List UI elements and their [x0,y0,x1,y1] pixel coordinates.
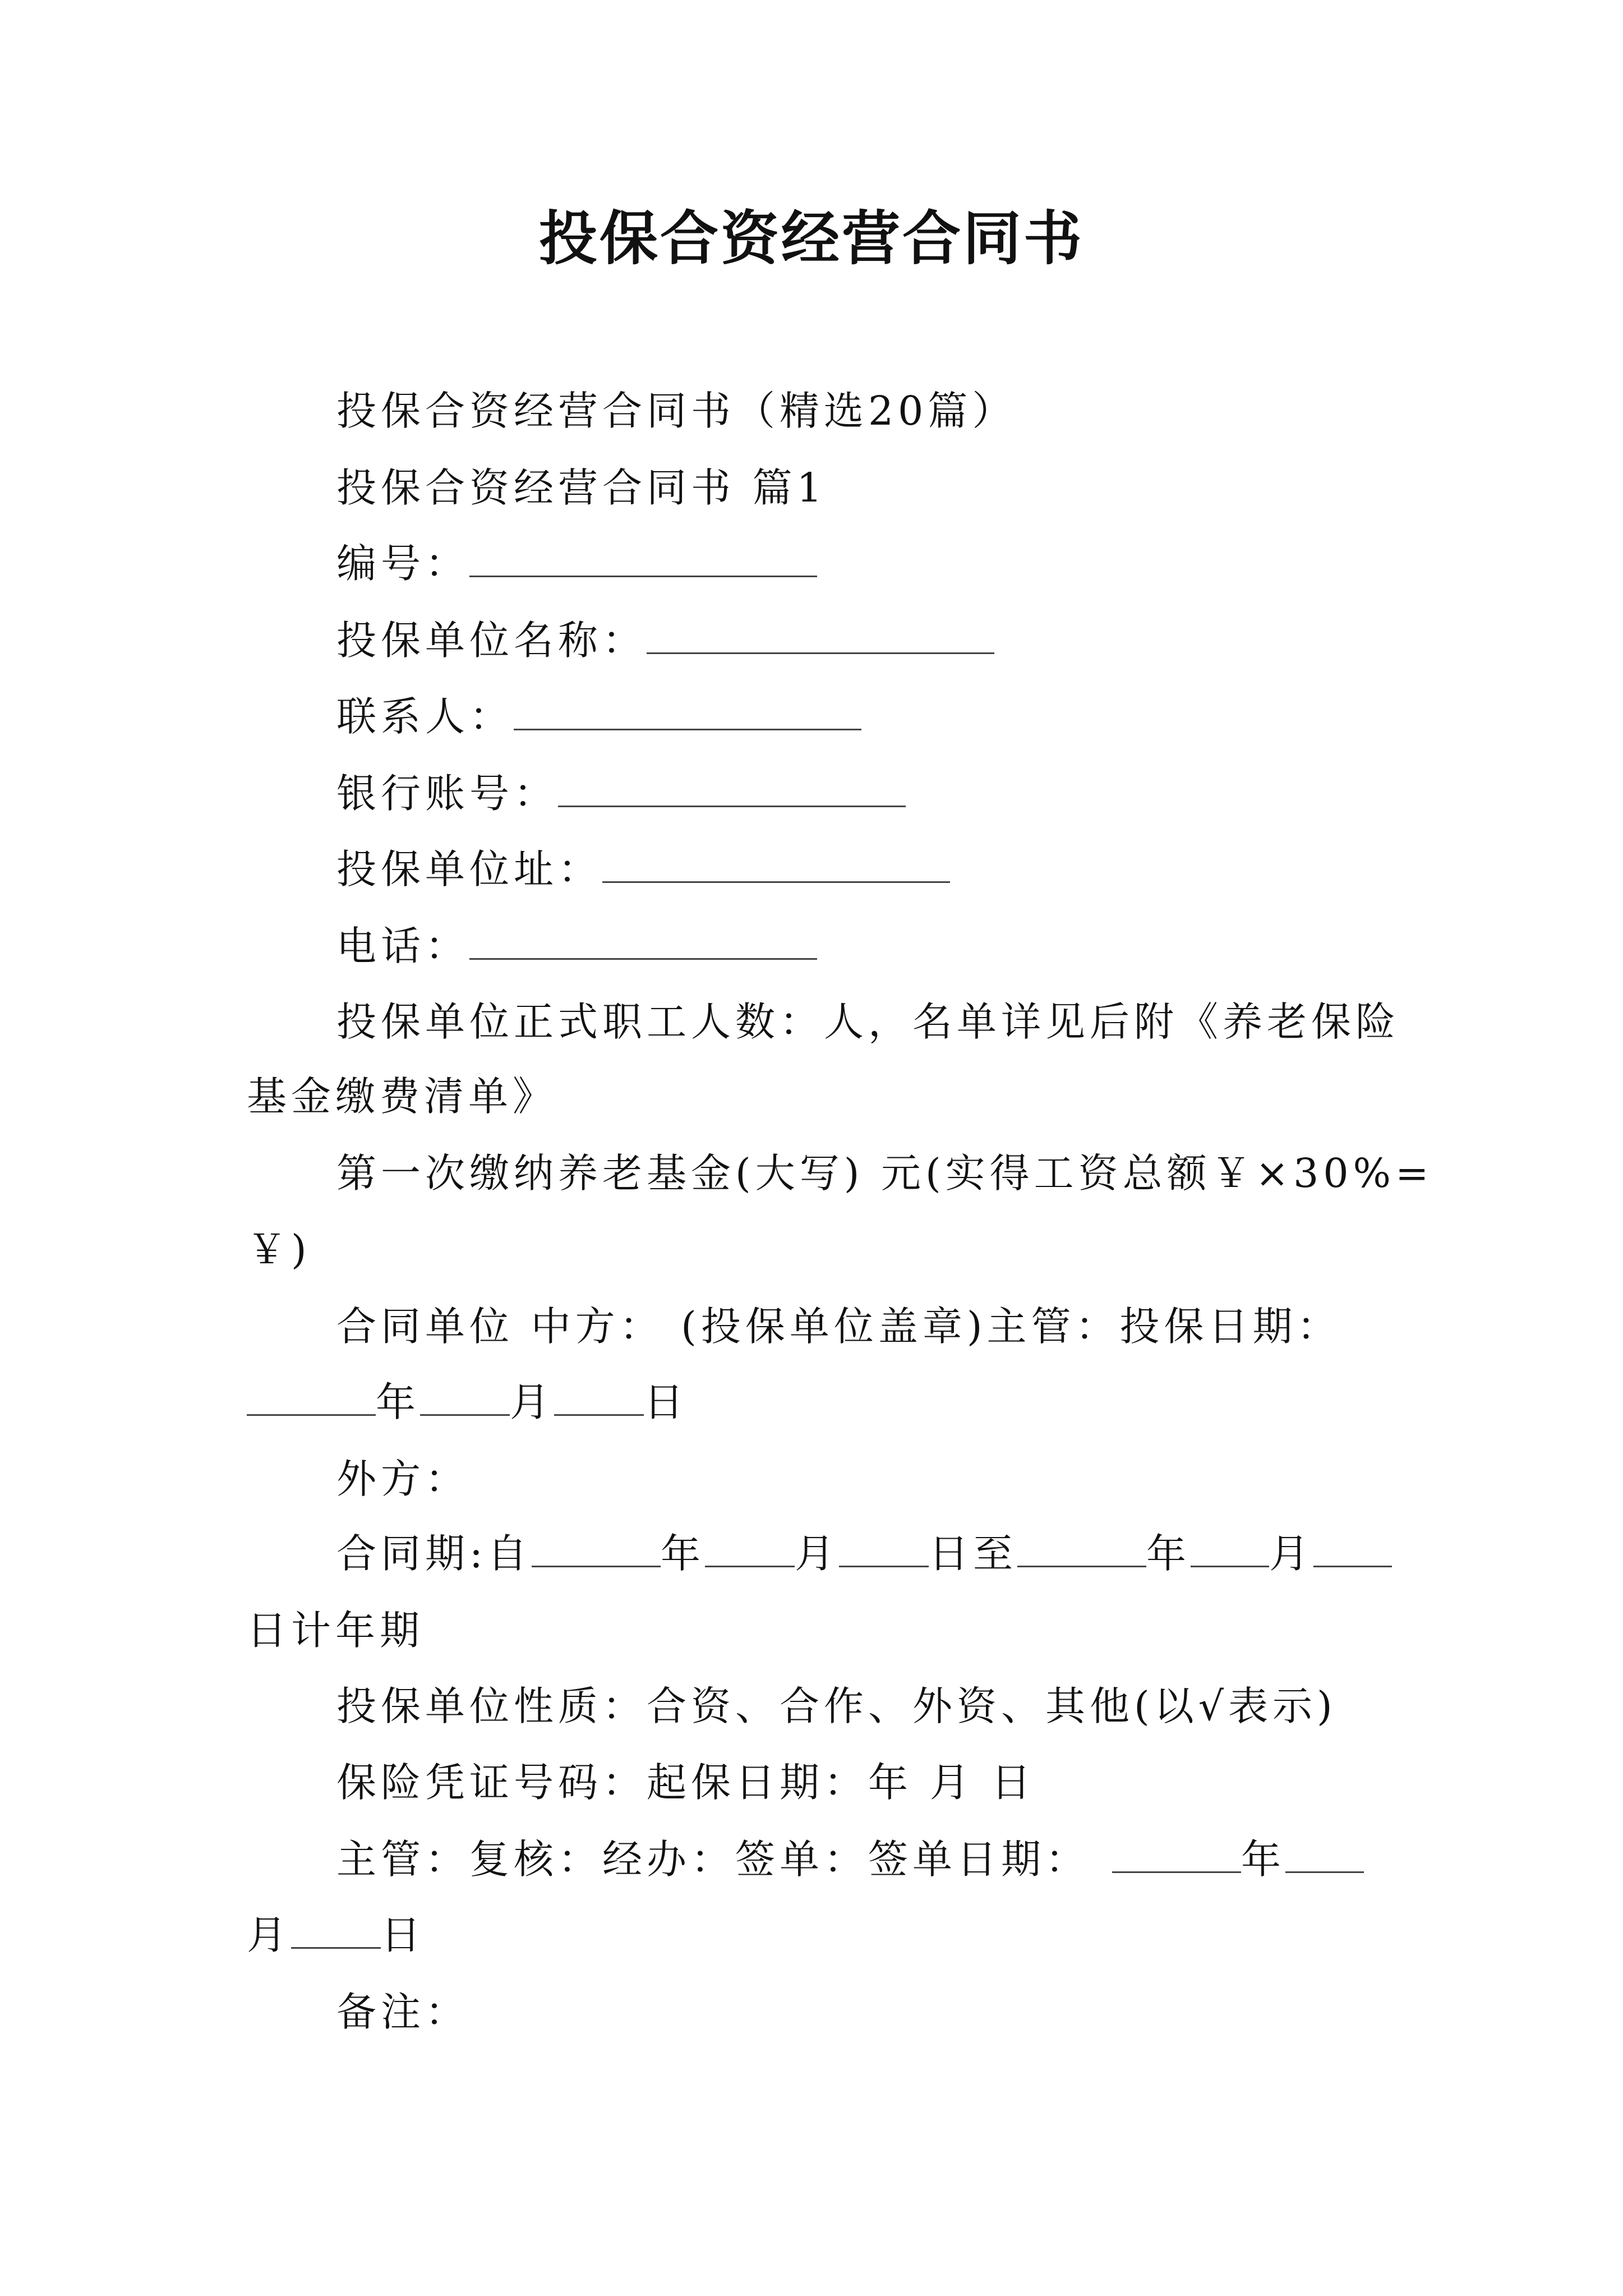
subtitle: 投保合资经营合同书（精选20篇） [336,388,1017,434]
period-end-month-label: 月 [1269,1530,1314,1577]
staff-count-line2: 基金缴费清单》 [247,1073,557,1120]
contact-label: 联系人： [336,693,514,740]
unit-name-blank[interactable] [647,618,994,654]
period-start-year-label: 年 [660,1530,705,1577]
period-end-month-blank[interactable] [1191,1531,1269,1567]
bank-account-label: 银行账号： [336,770,559,817]
period-end-day-blank[interactable] [1313,1531,1392,1567]
number-blank[interactable] [469,541,817,577]
unit-address-label: 投保单位址： [336,846,603,892]
bank-account-field [336,766,906,822]
contact-blank[interactable] [514,694,861,730]
foreign-party: 外方： [336,1456,470,1502]
phone-blank[interactable] [469,923,817,960]
date-month-blank[interactable] [420,1379,510,1416]
unit-name-label: 投保单位名称： [336,617,647,664]
first-payment-line1: 第一次缴纳养老基金(大写) 元(实得工资总额￥×30%= [336,1150,1433,1197]
period-start-year-blank[interactable] [532,1531,661,1567]
contract-period-label: 合同期: [336,1530,487,1577]
sign-label: 主管：复核：经办：签单：签单日期： [336,1836,1090,1883]
unit-nature: 投保单位性质：合资、合作、外资、其他(以√表示) [336,1683,1337,1729]
period-end-year-blank[interactable] [1017,1531,1146,1567]
staff-count-line1: 投保单位正式职工人数：人，名单详见后附《养老保险 [336,999,1400,1045]
contact-field [336,689,861,745]
sign-year-label: 年 [1241,1836,1286,1883]
unit-address-field [336,841,950,898]
page-title: 投保合资经营合同书 [538,204,1084,273]
contract-period-line2: 日计年期 [247,1607,425,1654]
unit-name-field [336,613,994,669]
period-start-month-label: 月 [794,1530,839,1577]
date-month-label: 月 [510,1379,555,1425]
unit-address-blank[interactable] [602,846,950,883]
period-end-year-label: 年 [1146,1530,1191,1577]
sign-line1 [336,1832,1364,1888]
insurance-cert: 保险凭证号码：起保日期：年 月 日 [336,1759,1036,1806]
sign-year-blank[interactable] [1112,1837,1241,1873]
sign-day-blank[interactable] [291,1912,381,1949]
contract-unit-date [247,1374,688,1430]
date-day-label: 日 [644,1379,689,1425]
number-label: 编号： [336,540,470,587]
date-year-label: 年 [376,1379,421,1425]
chapter-heading: 投保合资经营合同书 篇1 [336,464,827,511]
period-start-month-blank[interactable] [705,1531,795,1567]
contract-period-from: 自 [487,1530,532,1577]
period-start-day-to: 日至 [928,1530,1017,1577]
sign-day-label: 日 [381,1912,426,1958]
remarks: 备注： [336,1989,470,2035]
contract-period-line1 [336,1526,1392,1582]
date-day-blank[interactable] [554,1379,644,1416]
phone-label: 电话： [336,923,470,969]
sign-month-label: 月 [247,1912,292,1958]
bank-account-blank[interactable] [558,771,906,807]
first-payment-line2: ￥) [247,1226,311,1273]
date-year-blank[interactable] [247,1379,376,1416]
contract-unit-line1: 合同单位 中方： (投保单位盖章)主管：投保日期： [336,1303,1341,1350]
period-start-day-blank[interactable] [839,1531,929,1567]
sign-line2 [247,1907,425,1963]
sign-month-blank[interactable] [1285,1837,1364,1873]
phone-field [336,918,817,974]
number-field [336,536,817,592]
